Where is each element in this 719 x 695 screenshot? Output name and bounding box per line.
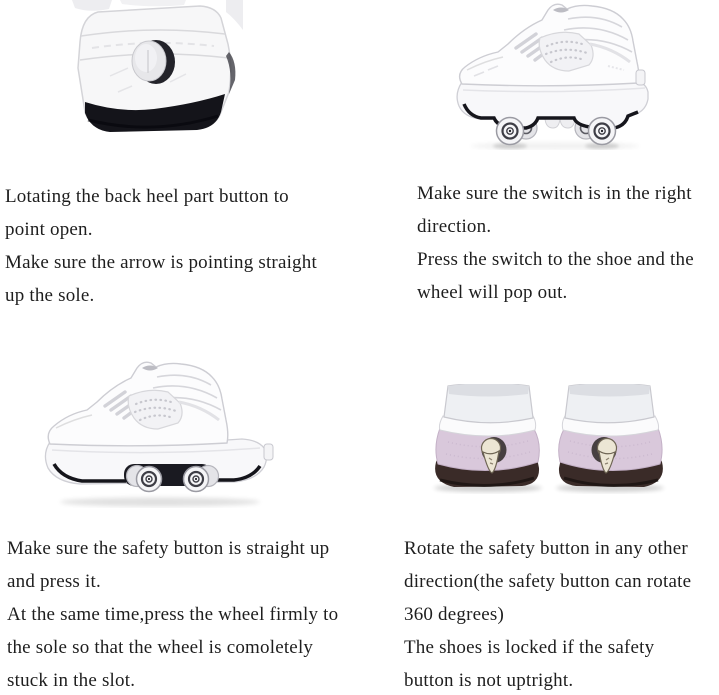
caption-line: At the same time,press the wheel firmly to: [7, 604, 339, 625]
caption-line: point open.: [5, 219, 93, 240]
shadow: [60, 498, 260, 507]
caption-line: The shoes is locked if the safety: [404, 637, 655, 658]
caption-line: 360 degrees): [404, 604, 504, 625]
caption-step-wheels-retract: [7, 532, 338, 695]
caption-line: button is not uptright.: [404, 670, 574, 691]
caption-line: Make sure the safety button is straight up: [7, 538, 330, 559]
cropped-shoe-fragment: [120, 0, 186, 6]
caption-step-heel-button: [5, 180, 317, 312]
caption-step-safety-lock: [404, 532, 691, 695]
left-heel: [434, 384, 542, 492]
caption-line: wheel will pop out.: [417, 282, 568, 303]
chassis-tab: [545, 119, 560, 128]
caption-line: Make sure the arrow is pointing straight: [5, 252, 317, 273]
caption-line: direction.: [417, 216, 492, 237]
caption-line: up the sole.: [5, 285, 95, 306]
cropped-shoe-fragment: [226, 0, 243, 30]
caption-line: Press the switch to the shoe and the: [417, 249, 694, 270]
heel-tab: [264, 444, 273, 460]
wheels-retracted-photo: [40, 356, 280, 508]
caption-line: direction(the safety button can rotate: [404, 571, 692, 592]
caption-step-wheels-out: [417, 177, 694, 309]
caption-line: and press it.: [7, 571, 101, 592]
cropped-shoe-fragment: [72, 0, 112, 11]
upper-shading: [569, 384, 650, 397]
button-highlight: [135, 44, 157, 72]
chassis-tab: [560, 119, 575, 128]
caption-line: Rotate the safety button in any other: [404, 538, 688, 559]
heel-tab: [636, 70, 645, 85]
wheels-out-photo: [450, 0, 662, 150]
caption-line: Make sure the switch is in the right: [417, 183, 692, 204]
heel-button-photo: [58, 0, 243, 142]
upper-shading: [448, 384, 529, 397]
caption-line: Lotating the back heel part button to: [5, 186, 289, 207]
caption-line: the sole so that the wheel is comoletely: [7, 637, 314, 658]
caption-line: stuck in the slot.: [7, 670, 136, 691]
safety-buttons-photo: [428, 384, 670, 494]
right-heel: [556, 384, 664, 492]
